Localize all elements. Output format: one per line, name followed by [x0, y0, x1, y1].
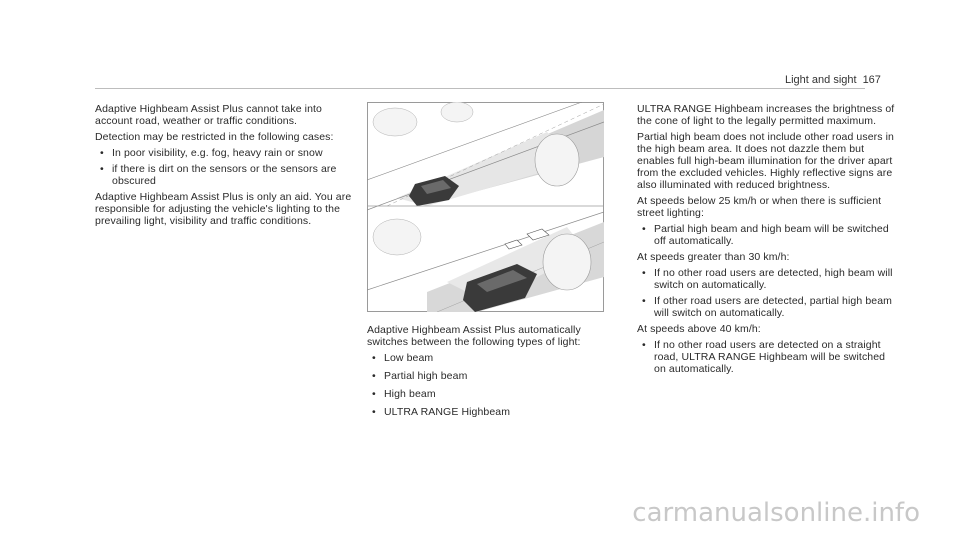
partial-high-beam-paragraph: Partial high beam does not include other road users in the high beam area. It does not dazzle them but enables full high-beam illumination for the driver apart from the excluded vehicles. Highly reflective signs are also illuminated with reduced brightness. [637, 131, 894, 191]
section-title: Light and sight [785, 74, 857, 86]
right-column [637, 103, 895, 379]
light-types-intro: Adaptive Highbeam Assist Plus automatically switches between the following types of light: [367, 324, 581, 348]
list-item: • Partial high beam and high beam will be switched off automatically. [637, 223, 895, 247]
limitations-paragraph: Adaptive Highbeam Assist Plus cannot take into account road, weather or traffic conditions. [95, 103, 322, 127]
left-column [95, 103, 355, 231]
above-30-paragraph: At speeds greater than 30 km/h: [637, 251, 790, 263]
above-30-list [637, 267, 895, 319]
page-header [785, 74, 881, 86]
detection-paragraph: Detection may be restricted in the following cases: [95, 131, 334, 143]
list-item: • High beam [367, 388, 622, 400]
watermark: carmanualsonline.info [632, 498, 920, 528]
responsibility-paragraph: Adaptive Highbeam Assist Plus is only an aid. You are responsible for adjusting the vehicle's lighting to the prevailing light, visibility and traffic conditions. [95, 191, 352, 227]
list-item: • If no other road users are detected, high beam will switch on automatically. [637, 267, 895, 291]
light-types-list [367, 352, 622, 418]
list-item: • In poor visibility, e.g. fog, heavy rain or snow [95, 147, 355, 159]
list-item: • If other road users are detected, partial high beam will switch on automatically. [637, 295, 895, 319]
middle-column [367, 324, 622, 424]
list-item: • If no other road users are detected on a straight road, ULTRA RANGE Highbeam will be switched on automatically. [637, 339, 895, 375]
headlamp-illustration [367, 102, 604, 312]
ultra-range-paragraph: ULTRA RANGE Highbeam increases the brightness of the cone of light to the legally permitted maximum. [637, 103, 895, 127]
above-40-list [637, 339, 895, 375]
list-item: • Low beam [367, 352, 622, 364]
header-rule [95, 88, 865, 89]
above-40-paragraph: At speeds above 40 km/h: [637, 323, 761, 335]
page-number: 167 [862, 74, 881, 86]
detection-list [95, 147, 355, 187]
below-25-paragraph: At speeds below 25 km/h or when there is sufficient street lighting: [637, 195, 882, 219]
list-item: • Partial high beam [367, 370, 622, 382]
list-item: • ULTRA RANGE Highbeam [367, 406, 622, 418]
below-25-list [637, 223, 895, 247]
list-item: • if there is dirt on the sensors or the sensors are obscured [95, 163, 355, 187]
